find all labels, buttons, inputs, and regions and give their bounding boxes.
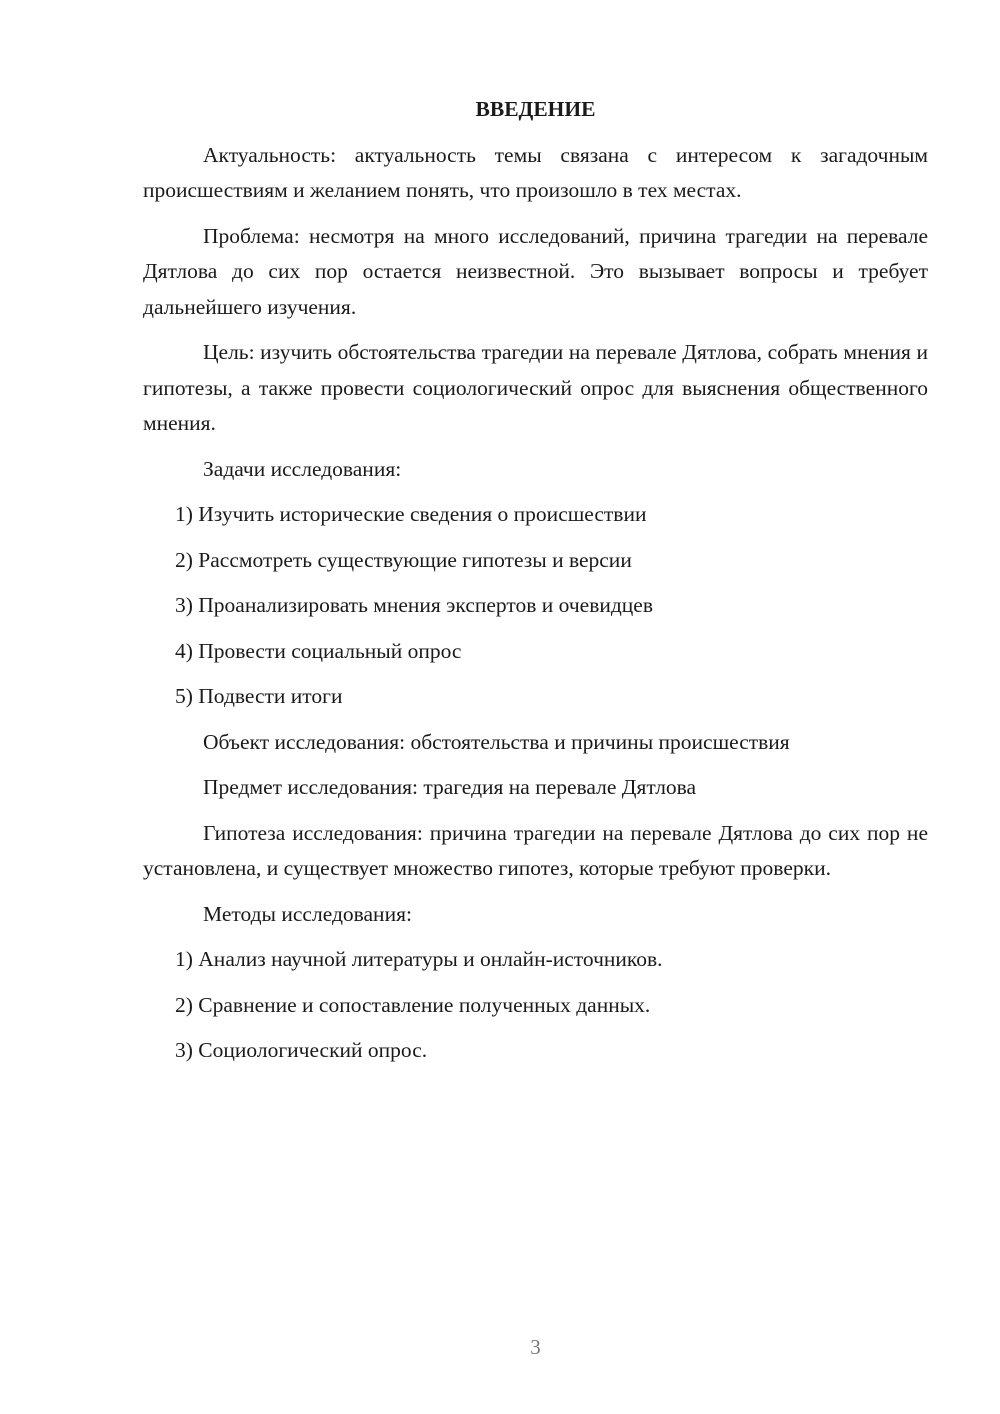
problem-paragraph: Проблема: несмотря на много исследований, причина трагедии на перевале Дятлова до сих пор остается неизвестной. Это вызывает вопросы и требует дальнейшего изучения. <box>143 223 928 319</box>
task-item: 5) Подвести итоги <box>175 684 343 708</box>
task-item: 2) Рассмотреть существующие гипотезы и версии <box>175 547 632 572</box>
section-title: ВВЕДЕНИЕ <box>475 97 596 121</box>
task-item: 1) Изучить исторические сведения о происшествии <box>175 502 647 526</box>
method-item: 2) Сравнение и сопоставление полученных данных. <box>175 992 651 1017</box>
method-item: 3) Социологический опрос. <box>175 1038 428 1062</box>
hypothesis-paragraph: Гипотеза исследования: причина трагедии на перевале Дятлова до сих пор не установлена, и существует множество гипотез, которые требуют проверки. <box>143 820 928 880</box>
goal-paragraph: Цель: изучить обстоятельства трагедии на перевале Дятлова, собрать мнения и гипотезы, а также провести социологический опрос для выяснения общественного мнения. <box>143 340 928 435</box>
page-content <box>143 92 928 1079</box>
object-paragraph: Объект исследования: обстоятельства и причины происшествия <box>203 729 790 754</box>
subject-paragraph: Предмет исследования: трагедия на перевале Дятлова <box>203 775 697 799</box>
task-item: 3) Проанализировать мнения экспертов и очевидцев <box>175 593 653 617</box>
actuality-paragraph: Актуальность: актуальность темы связана с интересом к загадочным происшествиям и желанием понять, что произошло в тех местах. <box>143 142 928 202</box>
method-item: 1) Анализ научной литературы и онлайн-источников. <box>175 947 663 971</box>
task-item: 4) Провести социальный опрос <box>175 638 462 663</box>
page-number: 3 <box>530 1335 541 1359</box>
tasks-heading: Задачи исследования: <box>203 456 402 481</box>
methods-heading: Методы исследования: <box>203 901 412 926</box>
